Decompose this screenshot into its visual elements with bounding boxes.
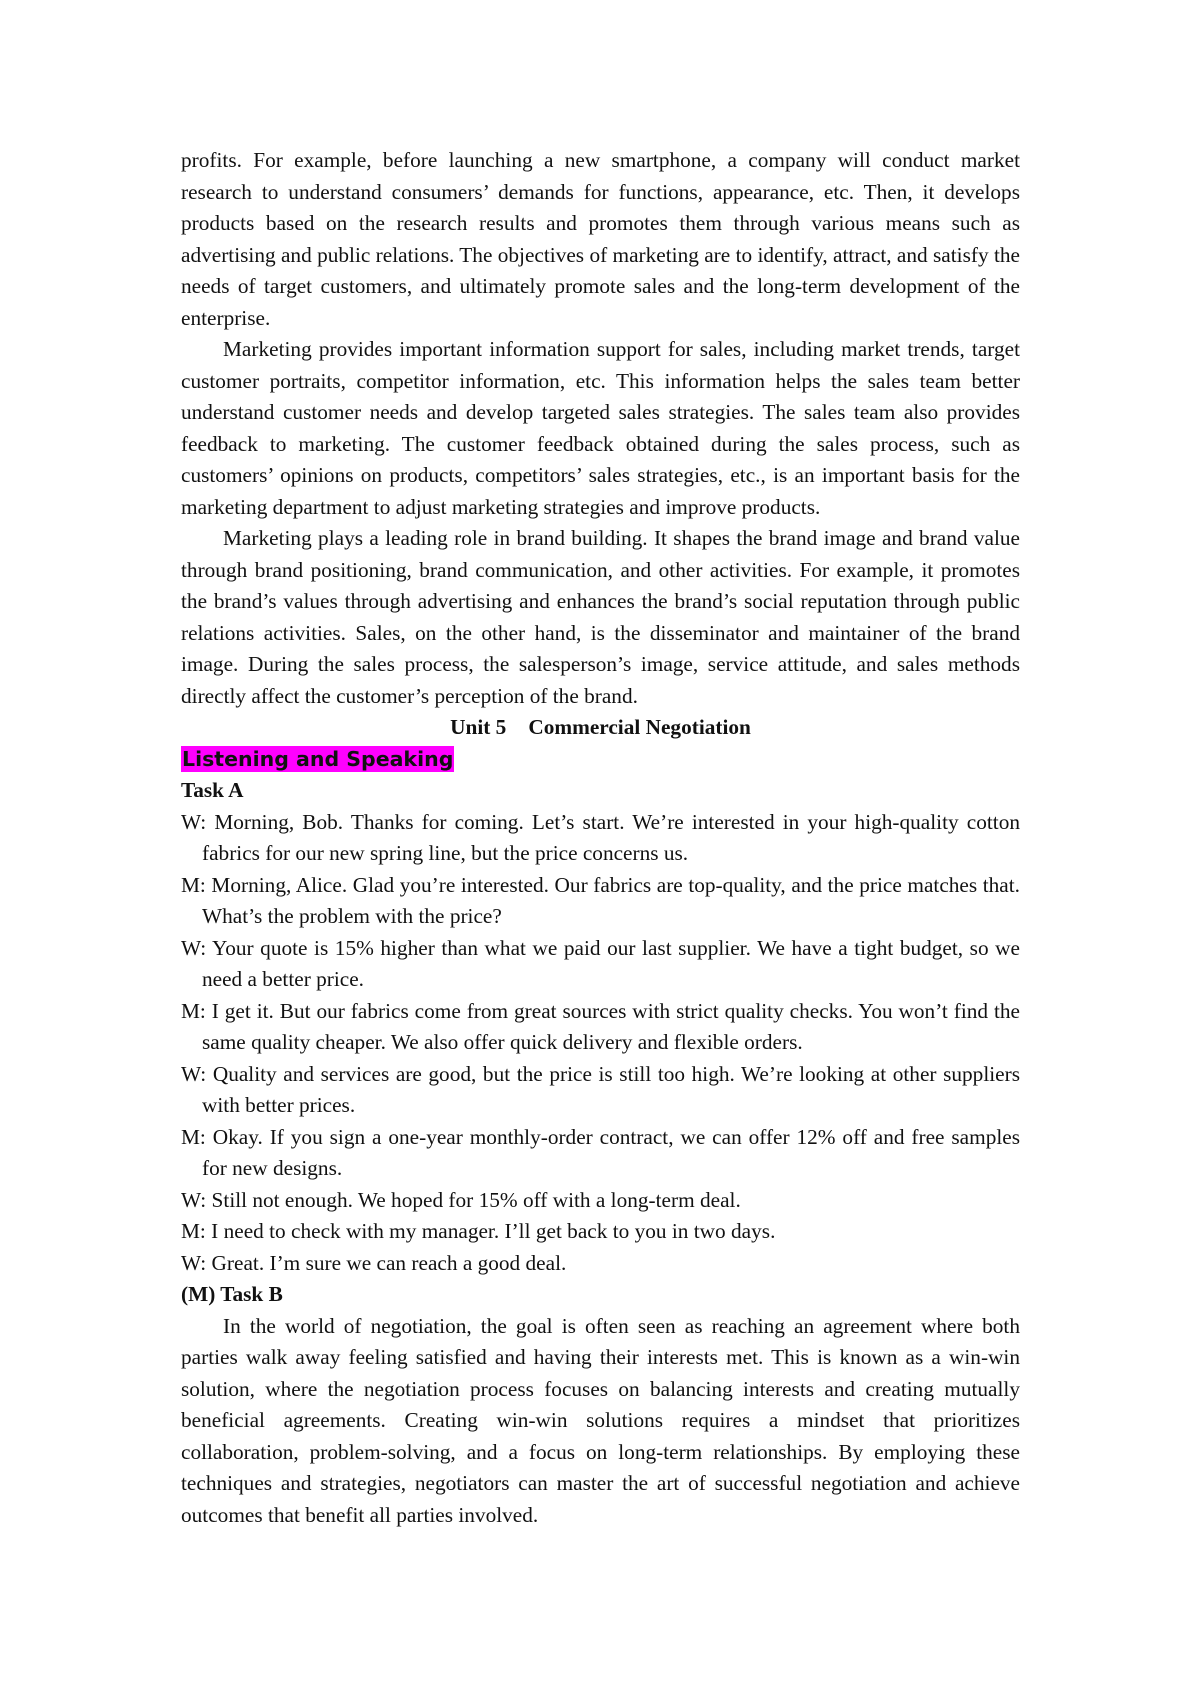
dialogue-line: W: Still not enough. We hoped for 15% off with a long-term deal. [181,1187,741,1212]
dialogue-line: W: Your quote is 15% higher than what we paid our last supplier. We have a tight budget, so we need a better price. [181,935,1020,991]
unit-title [181,712,1020,744]
task-b-paragraph: In the world of negotiation, the goal is often seen as reaching an agreement where both parties walk away feeling satisfied and having their interests met. This is known as a win-win solution, where the negotiation process focuses on balancing interests and creating mutually beneficial agreements. Creating win-win solutions requires a mindset that prioritizes collaboration, problem-solving, and a focus on long-term relationships. By employing these techniques and strategies, negotiators can master the art of successful negotiation and achieve outcomes that benefit all parties involved. [181,1313,1020,1527]
intro-paragraph-3: Marketing plays a leading role in brand building. It shapes the brand image and brand value through brand positioning, brand communication, and other activities. For example, it promotes the brand’s values through advertising and enhances the brand’s social reputation through public relations activities. Sales, on the other hand, is the disseminator and maintainer of the brand image. During the sales process, the salesperson’s image, service attitude, and sales methods directly affect the customer’s perception of the brand. [181,526,1020,708]
unit-number: Unit 5 [450,715,507,739]
document-page [181,145,1020,1531]
section-heading-row [181,744,1020,776]
task-a-heading: Task A [181,778,244,802]
unit-name: Commercial Negotiation [528,715,751,739]
dialogue-line: M: Okay. If you sign a one-year monthly-order contract, we can offer 12% off and free samples for new designs. [181,1124,1020,1180]
intro-paragraph-2: Marketing provides important information support for sales, including market trends, target customer portraits, competitor information, etc. This information helps the sales team better understand customer needs and develop targeted sales strategies. The sales team also provides feedback to marketing. The customer feedback obtained during the sales process, such as customers’ opinions on products, competitors’ sales strategies, etc., is an important basis for the marketing department to adjust marketing strategies and improve products. [181,337,1020,519]
dialogue-line: W: Morning, Bob. Thanks for coming. Let’s start. We’re interested in your high-quality cotton fabrics for our new spring line, but the price concerns us. [181,809,1020,865]
dialogue-line: M: I get it. But our fabrics come from great sources with strict quality checks. You won’t find the same quality cheaper. We also offer quick delivery and flexible orders. [181,998,1020,1054]
dialogue-line: M: I need to check with my manager. I’ll get back to you in two days. [181,1219,776,1243]
intro-paragraph-1: profits. For example, before launching a new smartphone, a company will conduct market research to understand consumers’ demands for functions, appearance, etc. Then, it develops products based on the research results and promotes them through various means such as advertising and public relations. The objectives of marketing are to identify, attract, and satisfy the needs of target customers, and ultimately promote sales and the long-term development of the enterprise. [181,148,1020,330]
task-b-heading: (M) Task B [181,1282,283,1306]
dialogue-line: W: Quality and services are good, but the price is still too high. We’re looking at other suppliers with better prices. [181,1061,1020,1117]
dialogue-line: W: Great. I’m sure we can reach a good deal. [181,1250,567,1275]
dialogue-line: M: Morning, Alice. Glad you’re interested. Our fabrics are top-quality, and the price matches that. What’s the problem with the price? [181,872,1020,928]
task-a-dialogue [181,807,1020,1280]
section-heading-listening-speaking: Listening and Speaking [182,747,454,772]
